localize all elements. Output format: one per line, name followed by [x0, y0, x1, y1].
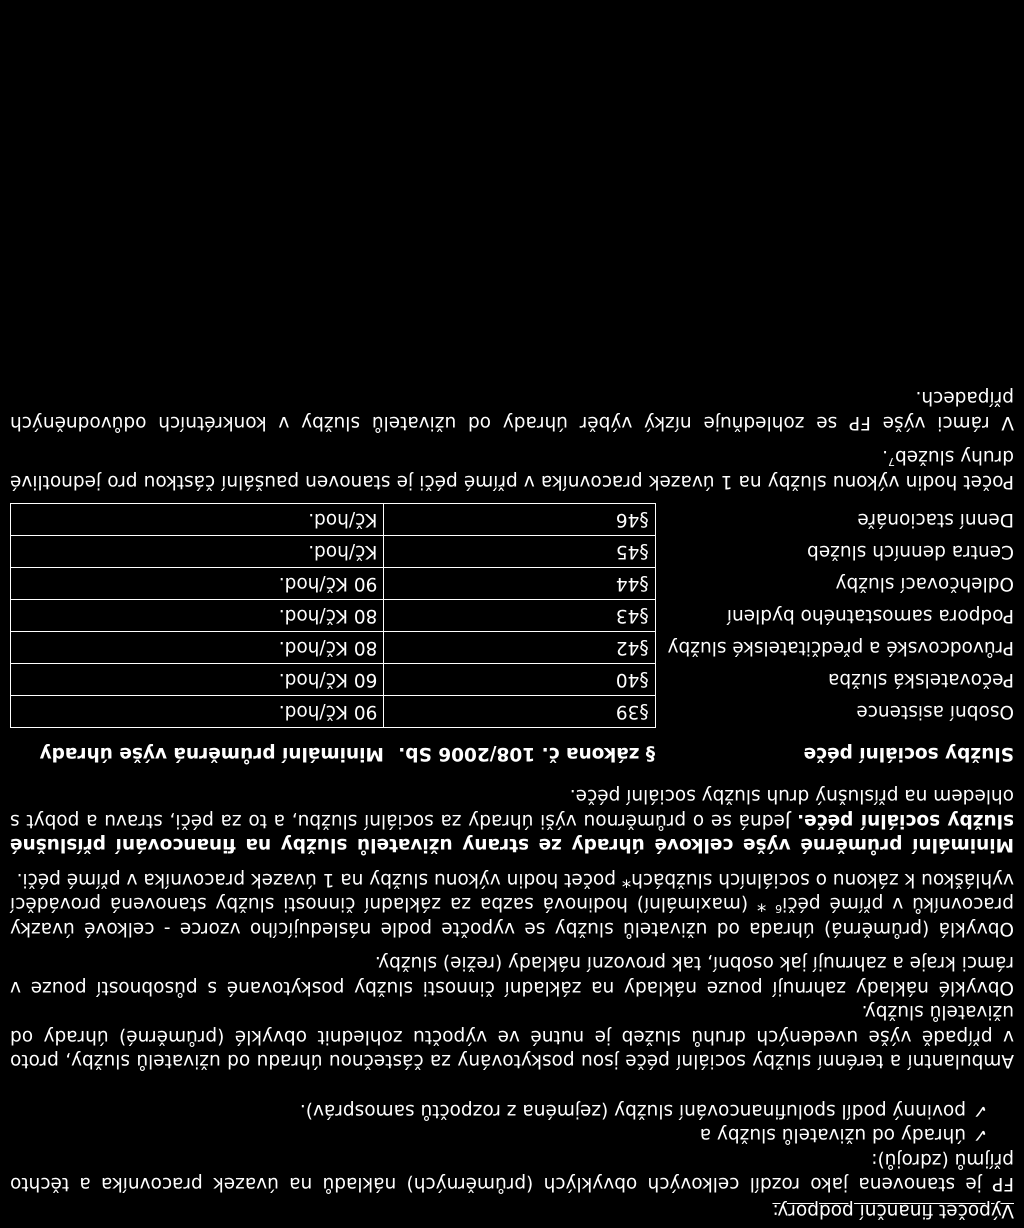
footnote-ref-7: 7 [888, 455, 896, 469]
col-header-service: Služby sociální péče [803, 743, 1014, 764]
minimum-cell: 60 Kč/hod. [11, 664, 384, 696]
list-item [10, 1098, 986, 1123]
law-cell: §43 [384, 600, 655, 632]
service-cell: Odlehčovací služby [835, 573, 1014, 595]
usual-payment-formula-paragraph [10, 867, 1014, 941]
minimum-cell: 90 Kč/hod. [11, 568, 384, 600]
hours-text: Počet hodin výkonu služby na 1 úvazek pracovníka v přímé péči je stanoven paušální částkou pro jednotlivé druhy služeb [10, 446, 1014, 492]
intro-paragraph: FP je stanovena jako rozdíl celkových obvyklých (průměrných) nákladů na úvazek pracovníka a těchto příjmů (zdrojů): [10, 1149, 1014, 1195]
law-cell: §40 [384, 664, 655, 696]
law-cell: §42 [384, 632, 655, 664]
minimum-cell: 80 Kč/hod. [11, 600, 384, 632]
service-cell: Podpora samostatného bydlení [726, 605, 1014, 627]
formula-text-end: * (maximální) hodinová sazba za základní činnosti služby stanovená prováděcí vyhláškou k zákonu o sociálních službách* počet hodin výkonu služby na 1 úvazek pracovníka v přímé péči. [10, 869, 1014, 915]
minimum-cell: 80 Kč/hod. [11, 632, 384, 664]
list-item [10, 1122, 986, 1147]
usual-costs-paragraph: Obvyklé náklady zahrnují pouze náklady na základní činnosti služby poskytované s působností pouze v rámci kraje a zahrnují jak osobní, tak provozní náklady (režie) služby. [10, 952, 1014, 998]
minimum-payment-table [10, 503, 1014, 765]
income-sources-list [10, 1098, 1014, 1147]
law-cell: §45 [384, 536, 655, 568]
checkmark-icon: ✓ [972, 1100, 988, 1121]
service-cell: Centra denních služeb [807, 541, 1014, 563]
minimum-cell: 90 Kč/hod. [11, 696, 384, 728]
minimum-payment-paragraph [10, 783, 1014, 857]
hours-per-fte-paragraph [10, 444, 1014, 493]
table-row [11, 568, 1015, 600]
law-cell: §44 [384, 568, 655, 600]
table-row [11, 696, 1015, 728]
table-row [11, 664, 1015, 696]
table-row [11, 600, 1015, 632]
table-header-row [11, 728, 1015, 766]
minimum-cell: Kč/hod. [11, 536, 384, 568]
section-title: Výpočet finanční podpory: [772, 1200, 1014, 1221]
table-row [11, 632, 1015, 664]
checkmark-icon: ✓ [972, 1124, 988, 1146]
service-cell: Osobní asistence [856, 701, 1014, 723]
minimum-payment-heading: Minimální průměrné výše celkové úhrady ze strany uživatelů služby na financování příslušné služby sociální péče. [10, 810, 1014, 856]
table-row [11, 504, 1015, 536]
low-payment-paragraph: V rámci výše FP se zohledňuje nízký výběr úhrady od uživatelů služby v konkrétních odůvodněných případech. [10, 387, 1014, 433]
table-row [11, 536, 1015, 568]
ambulatory-services-paragraph: Ambulantní a terénní služby sociální péče jsou poskytovány za částečnou úhradu od uživatelů služby, proto v případě výše uvedených druhů služeb je nutné ve výpočtu zohlednit obvyklé (průměrné) úhrady od uživatelů služby. [10, 1001, 1014, 1072]
footnote-ref-6: 6 [775, 902, 783, 916]
col-header-law: § zákona č. 108/2006 Sb. [398, 743, 656, 764]
law-cell: §46 [384, 504, 655, 536]
service-cell: Denní stacionáře [857, 509, 1014, 531]
minimum-cell: Kč/hod. [11, 504, 384, 536]
formula-text-start: Obvyklá (průměrná) úhrada od uživatelů služby se vypočte podle následujícího vzorce - celkové úvazky pracovníků v přímé péči [10, 893, 1014, 939]
service-cell: Pečovatelská služba [828, 669, 1014, 691]
list-item-text: úhrady od uživatelů služby a [699, 1124, 966, 1146]
hours-text-end: . [882, 446, 889, 468]
law-cell: §39 [384, 696, 655, 728]
col-header-minimum: Minimální průměrná výše úhrady [39, 743, 384, 764]
minimum-payment-text: Jedná se o průměrnou výši úhrady za sociální službu, a to za péči, stravu a pobyt s ohledem na příslušný druh služby sociální péče. [10, 785, 1014, 831]
service-cell: Průvodcovské a předčitatelské služby [667, 637, 1014, 659]
list-item-text: povinný podíl spolufinancování služby (zejména z rozpočtů samospráv). [299, 1100, 966, 1121]
